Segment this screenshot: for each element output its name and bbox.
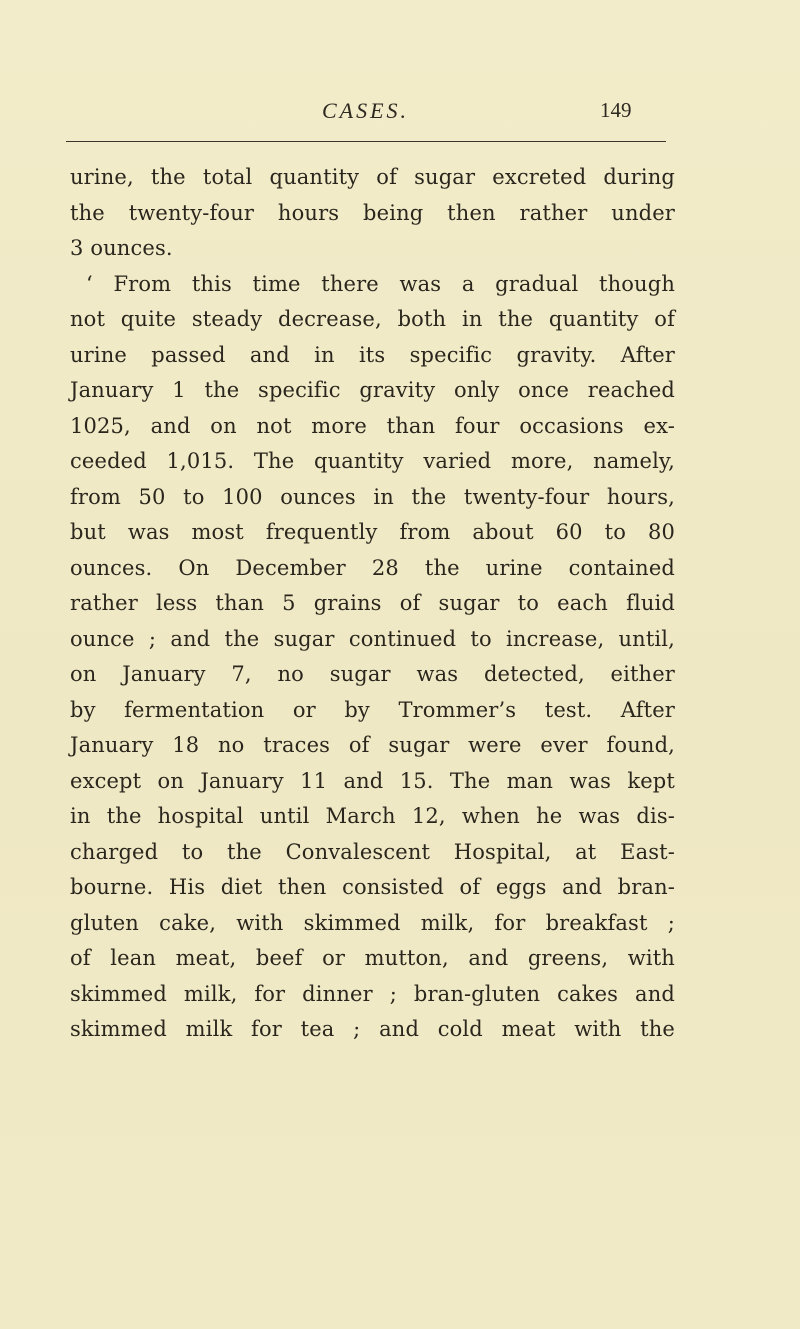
- text-line: charged to the Convalescent Hospital, at East-: [70, 839, 675, 864]
- text-line: by fermentation or by Trommer’s test. After: [70, 697, 675, 722]
- text-line: urine passed and in its specific gravity. After: [70, 342, 675, 367]
- text-line: ounce ; and the sugar continued to increase, until,: [70, 626, 675, 651]
- text-line: skimmed milk, for dinner ; bran-gluten cakes and: [70, 981, 675, 1006]
- body-text: [70, 160, 675, 1048]
- text-line: on January 7, no sugar was detected, either: [70, 662, 675, 686]
- text-line: ‘ From this time there was a gradual though: [86, 271, 675, 296]
- text-line: skimmed milk for tea ; and cold meat with the: [70, 1017, 675, 1041]
- page-number: 149: [600, 98, 632, 122]
- text-line: from 50 to 100 ounces in the twenty-four hours,: [70, 484, 675, 509]
- text-line: 3 ounces.: [70, 236, 173, 260]
- text-line: urine, the total quantity of sugar excreted during: [70, 165, 675, 189]
- text-line: the twenty-four hours being then rather under: [70, 200, 675, 225]
- text-line: ounces. On December 28 the urine contained: [70, 555, 675, 580]
- text-line: 1025, and on not more than four occasions ex-: [70, 413, 675, 438]
- header-rule: [66, 141, 666, 142]
- text-line: except on January 11 and 15. The man was kept: [70, 768, 675, 793]
- running-head: [0, 98, 800, 134]
- text-line: January 1 the specific gravity only once reached: [70, 378, 675, 402]
- text-line: not quite steady decrease, both in the quantity of: [70, 307, 675, 331]
- text-line: bourne. His diet then consisted of eggs and bran-: [70, 875, 675, 899]
- text-line: but was most frequently from about 60 to 80: [70, 520, 675, 544]
- text-line: in the hospital until March 12, when he was dis-: [70, 804, 675, 828]
- running-head-title: CASES.: [322, 98, 410, 123]
- text-line: of lean meat, beef or mutton, and greens, with: [70, 946, 675, 970]
- text-line: ceeded 1,015. The quantity varied more, namely,: [70, 449, 675, 473]
- text-line: gluten cake, with skimmed milk, for breakfast ;: [70, 910, 675, 935]
- text-line: January 18 no traces of sugar were ever found,: [70, 733, 675, 757]
- text-line: rather less than 5 grains of sugar to each fluid: [70, 591, 675, 615]
